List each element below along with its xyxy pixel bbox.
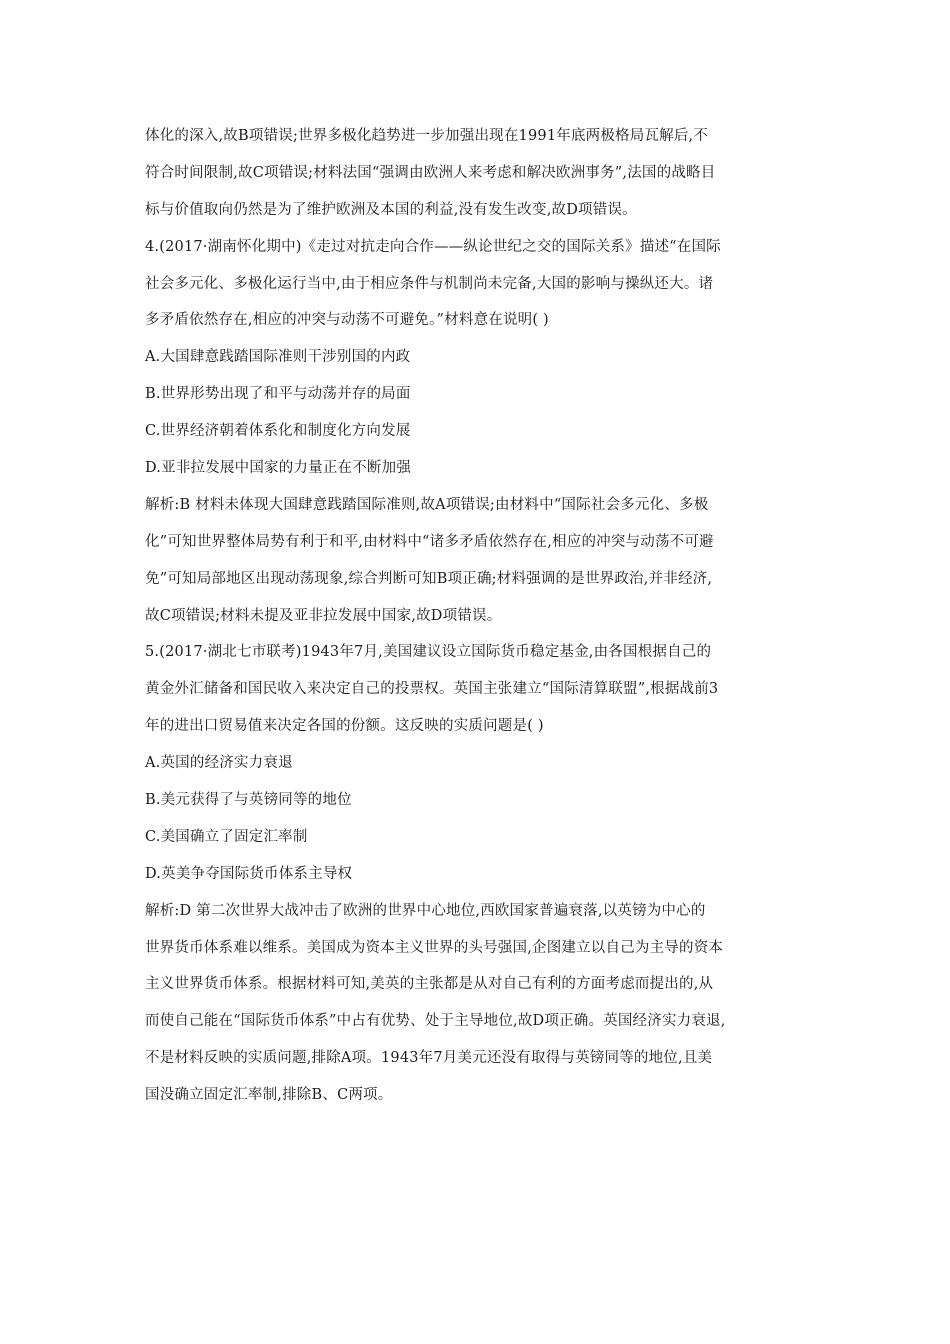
question-stem-line: 5.(2017·湖北七市联考)1943年7月,美国建议设立国际货币稳定基金,由各国根据自己的	[145, 644, 712, 661]
question-5	[145, 634, 810, 1114]
option-d: D.英美争夺国际货币体系主导权	[145, 865, 353, 882]
analysis-line: 免”可知局部地区出现动荡现象,综合判断可知B项正确;材料强调的是世界政治,并非经济,	[145, 570, 713, 587]
option-b: B.美元获得了与英镑同等的地位	[145, 792, 352, 809]
option-c: C.美国确立了固定汇率制	[145, 828, 308, 845]
question-stem-line: 年的进出口贸易值来决定各国的份额。这反映的实质问题是( )	[145, 718, 544, 735]
analysis-line: 而使自己能在“国际货币体系”中占有优势、处于主导地位,故D项正确。英国经济实力衰退,	[145, 1013, 726, 1030]
analysis-line: 世界货币体系难以维系。美国成为资本主义世界的头号强国,企图建立以自己为主导的资本	[145, 939, 724, 956]
analysis-line: 故C项错误;材料未提及亚非拉发展中国家,故D项错误。	[145, 607, 502, 624]
document-page	[145, 118, 810, 1114]
text-line: 体化的深入,故B项错误;世界多极化趋势进一步加强出现在1991年底两极格局瓦解后,不	[145, 128, 709, 144]
analysis-line: 解析:B 材料未体现大国肆意践踏国际准则,故A项错误;由材料中“国际社会多元化、多极	[145, 496, 709, 513]
previous-analysis-continuation	[145, 118, 810, 229]
analysis-line: 主义世界货币体系。根据材料可知,美英的主张都是从对自己有利的方面考虑而提出的,从	[145, 976, 714, 993]
question-stem-line: 社会多元化、多极化运行当中,由于相应条件与机制尚未完备,大国的影响与操纵还大。诸	[145, 275, 714, 292]
option-a: A.大国肆意践踏国际准则干涉别国的内政	[145, 349, 411, 366]
analysis-line: 化”可知世界整体局势有利于和平,由材料中“诸多矛盾依然存在,相应的冲突与动荡不可避	[145, 533, 714, 550]
option-a: A.英国的经济实力衰退	[145, 755, 293, 772]
text-line: 标与价值取向仍然是为了维护欧洲及本国的利益,没有发生改变,故D项错误。	[145, 201, 637, 218]
option-c: C.世界经济朝着体系化和制度化方向发展	[145, 423, 411, 440]
option-d: D.亚非拉发展中国家的力量正在不断加强	[145, 460, 412, 477]
question-4	[145, 229, 810, 635]
analysis-line: 不是材料反映的实质问题,排除A项。1943年7月美元还没有取得与英镑同等的地位,且美	[145, 1050, 713, 1067]
question-stem-line: 4.(2017·湖南怀化期中)《走过对抗走向合作——纵论世纪之交的国际关系》描述“在国际	[145, 238, 721, 255]
analysis-line: 国没确立固定汇率制,排除B、C两项。	[145, 1087, 393, 1104]
analysis-line: 解析:D 第二次世界大战冲击了欧洲的世界中心地位,西欧国家普遍衰落,以英镑为中心的	[145, 902, 706, 919]
text-line: 符合时间限制,故C项错误;材料法国“强调由欧洲人来考虑和解决欧洲事务”,法国的战略目	[145, 164, 716, 181]
question-stem-line: 多矛盾依然存在,相应的冲突与动荡不可避免。”材料意在说明( )	[145, 312, 549, 329]
option-b: B.世界形势出现了和平与动荡并存的局面	[145, 386, 411, 403]
question-stem-line: 黄金外汇储备和国民收入来决定自己的投票权。英国主张建立“国际清算联盟”,根据战前3	[145, 681, 719, 698]
